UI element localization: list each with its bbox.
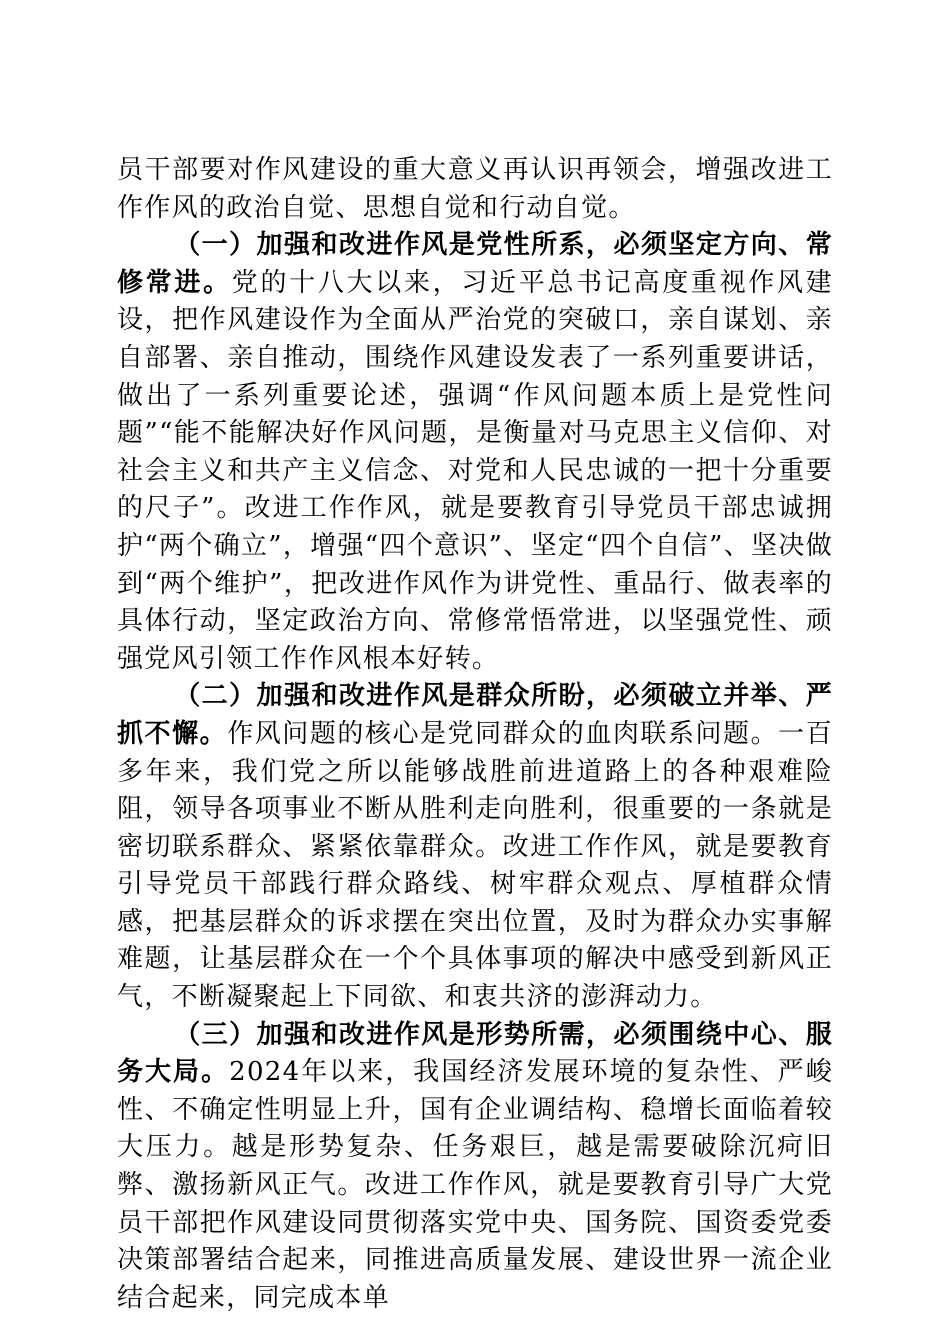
section-1-paragraph bbox=[117, 227, 833, 678]
section-3-heading: （三）加强和改进作风是形势所需，必须围绕中心、服务大局。 bbox=[117, 1019, 833, 1088]
section-1-heading: （一）加强和改进作风是党性所系，必须坚定方向、常修常进。 bbox=[117, 230, 833, 298]
section-2-heading: （二）加强和改进作风是群众所盼，必须破立并举、严抓不懈。 bbox=[117, 681, 833, 749]
section-2-body: 作风问题的核心是党同群众的血肉联系问题。一百多年来，我们党之所以能够战胜前进道路上的各种艰难险阻，领导各项事业不断从胜利走向胜利，很重要的一条就是密切联系群众、紧紧依靠群众。改进工作作风，就是要教育引导党员干部践行群众路线、树牢群众观点、厚植群众情感，把基层群众的诉求摆在突出位置，及时为群众办实事解难题，让基层群众在一个个具体事项的解决中感受到新风正气，不断凝聚起上下同欲、和衷共济的澎湃动力。 bbox=[117, 718, 834, 1013]
intro-paragraph: 员干部要对作风建设的重大意义再认识再领会，增强改进工作作风的政治自觉、思想自觉和行动自觉。 bbox=[117, 155, 833, 223]
section-3-body: 2024年以来，我国经济发展环境的复杂性、严峻性、不确定性明显上升，国有企业调结构、稳增长面临着较大压力。越是形势复杂、任务艰巨，越是需要破除沉疴旧弊、激扬新风正气。改进工作作风，就是要教育引导广大党员干部把作风建设同贯彻落实党中央、国务院、国资委党委决策部署结合起来，同推进高质量发展、建设世界一流企业结合起来，同完成本单 bbox=[117, 1057, 833, 1313]
document-page bbox=[117, 152, 833, 1317]
section-1-body: 党的十八大以来，习近平总书记高度重视作风建设，把作风建设作为全面从严治党的突破口，亲自谋划、亲自部署、亲自推动，围绕作风建设发表了一系列重要讲话，做出了一系列重要论述，强调“作风问题本质上是党性问题”“能不能解决好作风问题，是衡量对马克思主义信仰、对社会主义和共产主义信念、对党和人民忠诚的一把十分重要的尺子”。改进工作作风，就是要教育引导党员干部忠诚拥护“两个确立”，增强“四个意识”、坚定“四个自信”、坚决做到“两个维护”，把改进作风作为讲党性、重品行、做表率的具体行动，坚定政治方向、常修常悟常进，以坚强党性、顽强党风引领工作作风根本好转。 bbox=[117, 267, 833, 674]
section-3-paragraph bbox=[117, 1017, 833, 1318]
section-2-paragraph bbox=[117, 678, 833, 1016]
